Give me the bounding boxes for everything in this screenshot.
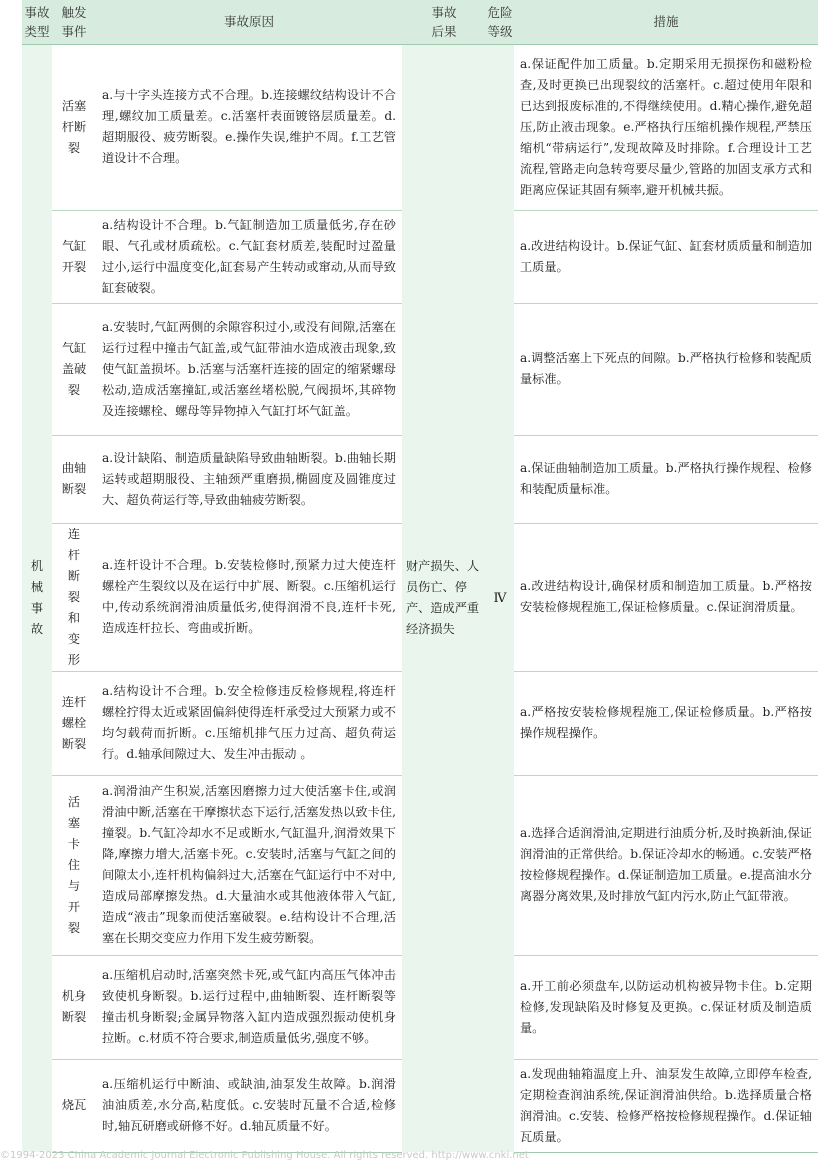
trigger-event-text: 活塞杆断裂: [61, 98, 87, 155]
cause-cell: a.润滑油产生积炭,活塞因磨擦力过大使活塞卡住,或润滑油中断,活塞在干摩擦状态下运行,活塞发热以致卡住,撞裂。b.气缸冷却水不足或断水,气缸温升,润滑效果下降,摩擦力增大,活塞卡死。c.安装时,活塞与气缸之间的间隙太小,连杆机构偏斜过大,活塞在气缸运行中不对中,造成局部摩擦发热。d.大量油水或其他液体带入气缸,造成“液击”现象而使活塞破裂。e.结构设计不合理,活塞在长期交变应力作用下发生疲劳断裂。: [96, 775, 402, 955]
trigger-event-cell: [52, 775, 96, 955]
measures-cell: a.改进结构设计。b.保证气缸、缸套材质质量和制造加工质量。: [514, 210, 818, 303]
measures-cell: a.选择合适润滑油,定期进行油质分析,及时换新油,保证润滑油的正常供给。b.保证冷却水的畅通。c.安装严格按检修规程操作。d.保证制造加工质量。e.提高油水分离器分离效果,及时排放气缸内污水,防止气缸带液。: [514, 775, 818, 955]
trigger-event-cell: [52, 44, 96, 210]
danger-level-cell: Ⅳ: [486, 44, 514, 1152]
trigger-event-cell: [52, 435, 96, 523]
trigger-event-cell: [52, 210, 96, 303]
cause-cell: a.连杆设计不合理。b.安装检修时,预紧力过大使连杆螺栓产生裂纹以及在运行中扩展、断裂。c.压缩机运行中,传动系统润滑油质量低劣,使得润滑不良,连杆卡死,造成连杆拉长、弯曲或折断。: [96, 523, 402, 671]
accident-type-cell: [22, 44, 52, 1152]
cause-cell: a.设计缺陷、制造质量缺陷导致曲轴断裂。b.曲轴长期运转或超期服役、主轴颈严重磨损,椭圆度及圆锥度过大、超负荷运行等,导致曲轴疲劳断裂。: [96, 435, 402, 523]
cause-cell: a.压缩机运行中断油、或缺油,油泵发生故障。b.润滑油油质差,水分高,粘度低。c.安装时瓦量不合适,检修时,轴瓦研磨或研修不好。d.轴瓦质量不好。: [96, 1059, 402, 1152]
measures-cell: a.保证配件加工质量。b.定期采用无损探伤和磁粉检查,及时更换已出现裂纹的活塞杆。c.超过使用年限和已达到报废标准的,不得继续使用。d.精心操作,避免超压,防止液击现象。e.严格执行压缩机操作规程,严禁压缩机“带病运行”,发现故障及时排除。f.合理设计工艺流程,管路走向急转弯要尽量少,管路的加固支承方式和距离应保证其固有频率,避开机械共振。: [514, 44, 818, 210]
trigger-event-text: 气缸盖破裂: [61, 340, 87, 397]
cause-cell: a.结构设计不合理。b.安全检修违反检修规程,将连杆螺栓拧得太近或紧固偏斜使得连杆承受过大预紧力或不均匀载荷而折断。c.压缩机排气压力过高、超负荷运行。d.轴承间隙过大、发生冲击振动 。: [96, 671, 402, 775]
measures-cell: a.改进结构设计,确保材质和制造加工质量。b.严格按安装检修规程施工,保证检修质量。c.保证润滑质量。: [514, 523, 818, 671]
header-measures: 措施: [514, 0, 818, 44]
measures-cell: a.发现曲轴箱温度上升、油泵发生故障,立即停车检查,定期检查润油系统,保证润滑油供给。b.选择质量合格润滑油。c.安装、检修严格按检修规程操作。d.保证轴瓦质量。: [514, 1059, 818, 1152]
trigger-event-text: 机身断裂: [61, 989, 87, 1024]
header-cause: 事故原因: [96, 0, 402, 44]
trigger-event-text: 曲轴断裂: [61, 461, 87, 496]
header-accident-type: 事故 类型: [22, 0, 52, 44]
trigger-event-text: 活塞卡住与开裂: [67, 794, 81, 935]
table-header-row: [22, 0, 818, 44]
cause-cell: a.与十字头连接方式不合理。b.连接螺纹结构设计不合理,螺纹加工质量差。c.活塞杆表面镀铬层质量差。d.超期服役、疲劳断裂。e.操作失误,维护不周。f.工艺管道设计不合理。: [96, 44, 402, 210]
trigger-event-cell: [52, 671, 96, 775]
header-danger-level: 危险 等级: [486, 0, 514, 44]
trigger-event-cell: [52, 523, 96, 671]
consequence-cell: 财产损失、人员伤亡、停产、造成严重经济损失: [402, 44, 486, 1152]
trigger-event-text: 气缸开裂: [61, 238, 87, 274]
measures-cell: a.保证曲轴制造加工质量。b.严格执行操作规程、检修和装配质量标准。: [514, 435, 818, 523]
copyright-footer: ©1994-2023 China Academic Journal Electronic Publishing House. All rights reserved. http://www.cnki.net: [0, 1150, 529, 1161]
cause-cell: a.安装时,气缸两侧的余隙容积过小,或没有间隙,活塞在运行过程中撞击气缸盖,或气缸带油水造成液击现象,致使气缸盖损坏。b.活塞与活塞杆连接的固定的缩紧螺母松动,造成活塞撞缸,或活塞丝堵松脱,气阀损坏,其碎物及连接螺栓、螺母等异物掉入气缸打坏气缸盖。: [96, 303, 402, 435]
cause-cell: a.压缩机启动时,活塞突然卡死,或气缸内高压气体冲击致使机身断裂。b.运行过程中,曲轴断裂、连杆断裂等撞击机身断裂;金属异物落入缸内造成强烈振动使机身拉断。c.材质不符合要求,制造质量低劣,强度不够。: [96, 955, 402, 1059]
header-consequence: 事故 后果: [402, 0, 486, 44]
trigger-event-cell: [52, 955, 96, 1059]
cause-cell: a.结构设计不合理。b.气缸制造加工质量低劣,存在砂眼、气孔或材质疏松。c.气缸套材质差,装配时过盈量过小,运行中温度变化,缸套易产生转动或窜动,从而导致缸套破裂。: [96, 210, 402, 303]
trigger-event-text: 烧瓦: [61, 1098, 87, 1112]
trigger-event-cell: [52, 1059, 96, 1152]
header-trigger-event: 触发 事件: [52, 0, 96, 44]
measures-cell: a.严格按安装检修规程施工,保证检修质量。b.严格按操作规程操作。: [514, 671, 818, 775]
trigger-event-text: 连杆断裂和变形: [67, 526, 81, 667]
accident-type-text: 机械事故: [30, 559, 44, 637]
hazard-table: [22, 0, 818, 1153]
measures-cell: a.开工前必须盘车,以防运动机构被异物卡住。b.定期检修,发现缺陷及时修复及更换。c.保证材质及制造质量。: [514, 955, 818, 1059]
trigger-event-cell: [52, 303, 96, 435]
table-row: [22, 44, 818, 210]
measures-cell: a.调整活塞上下死点的间隙。b.严格执行检修和装配质量标准。: [514, 303, 818, 435]
trigger-event-text: 连杆螺栓断裂: [61, 694, 87, 751]
